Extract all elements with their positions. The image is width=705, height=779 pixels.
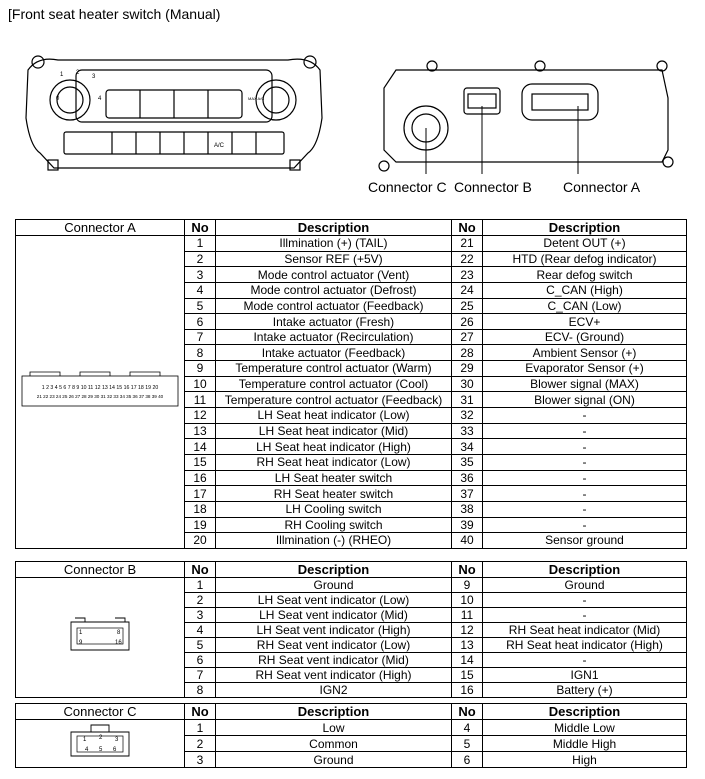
pin-number: 24 (452, 282, 483, 298)
table-row (16, 578, 687, 593)
pin-number: 13 (452, 638, 483, 653)
pin-description: Detent OUT (+) (483, 236, 687, 252)
pin-description: - (483, 486, 687, 502)
pin-description: - (483, 439, 687, 455)
callout-connector-b: Connector B (454, 179, 532, 195)
pin-number: 35 (452, 454, 483, 470)
pin-description: Ambient Sensor (+) (483, 345, 687, 361)
pin-description: RH Seat heat indicator (Mid) (483, 623, 687, 638)
pin-number: 14 (452, 653, 483, 668)
pin-number: 9 (452, 578, 483, 593)
pin-number: 16 (452, 683, 483, 698)
pin-description: Middle Low (483, 720, 687, 736)
diagram-label: 5 (99, 747, 103, 753)
diagram-label: 4 (85, 747, 89, 753)
header-description: Description (216, 562, 452, 578)
pin-description: - (483, 608, 687, 623)
connector-c-table (15, 703, 687, 768)
pin-description: Low (216, 720, 452, 736)
ac-button-label: A/C (214, 143, 225, 149)
pin-number: 9 (185, 361, 216, 377)
header-description: Description (216, 704, 452, 720)
connector-a-header: Connector A (16, 220, 185, 236)
pin-number: 5 (185, 638, 216, 653)
pin-number: 21 (452, 236, 483, 252)
pin-number: 6 (185, 653, 216, 668)
pin-description: Intake actuator (Recirculation) (216, 329, 452, 345)
pin-number: 2 (185, 736, 216, 752)
pin-description: LH Seat heat indicator (High) (216, 439, 452, 455)
header-no: No (185, 220, 216, 236)
connector-a-diagram (16, 236, 185, 549)
pin-number: 16 (185, 470, 216, 486)
pin-number: 1 (185, 578, 216, 593)
pin-number: 3 (185, 608, 216, 623)
pin-number: 14 (185, 439, 216, 455)
pin-description: Mode control actuator (Defrost) (216, 282, 452, 298)
pin-description: Evaporator Sensor (+) (483, 361, 687, 377)
pin-description: Mode control actuator (Feedback) (216, 298, 452, 314)
header-description: Description (483, 220, 687, 236)
rear-housing-figure (372, 58, 684, 174)
connector-a-table (15, 219, 687, 549)
pin-description: - (483, 454, 687, 470)
pin-description: Blower signal (ON) (483, 392, 687, 408)
pin-description: RH Cooling switch (216, 517, 452, 533)
pin-number: 23 (452, 267, 483, 283)
pin-description: - (483, 501, 687, 517)
connector-c-diagram (16, 720, 185, 768)
pin-number: 8 (185, 683, 216, 698)
pin-number: 28 (452, 345, 483, 361)
pin-description: RH Seat vent indicator (Mid) (216, 653, 452, 668)
pin-number: 30 (452, 376, 483, 392)
pin-number: 7 (185, 668, 216, 683)
diagram-label: 1 (83, 737, 87, 743)
header-description: Description (216, 220, 452, 236)
pin-number: 18 (185, 501, 216, 517)
pin-number: 13 (185, 423, 216, 439)
pin-description: Rear defog switch (483, 267, 687, 283)
pin-number: 34 (452, 439, 483, 455)
pin-description: IGN2 (216, 683, 452, 698)
pin-description: - (483, 517, 687, 533)
pin-description: ECV- (Ground) (483, 329, 687, 345)
header-no: No (185, 704, 216, 720)
header-no: No (185, 562, 216, 578)
pin-number: 17 (185, 486, 216, 502)
pin-number: 5 (452, 736, 483, 752)
pin-number: 11 (185, 392, 216, 408)
diagram-row-2: 21 22 23 24 25 26 27 28 29 30 31 32 33 34 35 36 37 38 39 40 (36, 394, 164, 400)
pin-number: 5 (185, 298, 216, 314)
diagram-label: 8 (117, 630, 121, 636)
dial-number-0: 0 (56, 96, 60, 102)
header-description: Description (483, 562, 687, 578)
pin-description: Illmination (+) (TAIL) (216, 236, 452, 252)
diagram-label: 3 (115, 737, 119, 743)
pin-description: RH Seat heater switch (216, 486, 452, 502)
pin-description: Common (216, 736, 452, 752)
diagram-label: 9 (79, 640, 83, 646)
pin-number: 31 (452, 392, 483, 408)
pin-number: 6 (452, 752, 483, 768)
pin-number: 26 (452, 314, 483, 330)
pin-description: Mode control actuator (Vent) (216, 267, 452, 283)
pin-description: C_CAN (Low) (483, 298, 687, 314)
dial-number-3: 3 (92, 74, 96, 80)
pin-description: LH Seat heat indicator (Mid) (216, 423, 452, 439)
table-row (16, 720, 687, 736)
pin-number: 4 (185, 282, 216, 298)
pin-number: 4 (185, 623, 216, 638)
pin-description: Illmination (-) (RHEO) (216, 533, 452, 549)
pin-description: Intake actuator (Fresh) (216, 314, 452, 330)
pin-description: Temperature control actuator (Cool) (216, 376, 452, 392)
header-no: No (452, 704, 483, 720)
diagram-label: 1 (79, 630, 83, 636)
pin-number: 6 (185, 314, 216, 330)
pin-description: - (483, 593, 687, 608)
pin-number: 12 (185, 408, 216, 424)
pin-number: 39 (452, 517, 483, 533)
pin-description: Blower signal (MAX) (483, 376, 687, 392)
table-row (16, 236, 687, 252)
pin-description: Intake actuator (Feedback) (216, 345, 452, 361)
pin-number: 20 (185, 533, 216, 549)
pin-number: 32 (452, 408, 483, 424)
pin-description: LH Seat vent indicator (Mid) (216, 608, 452, 623)
page-title: [Front seat heater switch (Manual) (8, 6, 221, 22)
pin-number: 19 (185, 517, 216, 533)
pin-description: Temperature control actuator (Feedback) (216, 392, 452, 408)
diagram-label: 6 (113, 747, 117, 753)
pin-number: 29 (452, 361, 483, 377)
diagram-row-1: 1 2 3 4 5 6 7 8 9 10 11 12 13 14 15 16 17 18 19 20 (41, 385, 159, 392)
pin-description: Middle High (483, 736, 687, 752)
pin-number: 4 (452, 720, 483, 736)
max-ac-label: MAX A/C (248, 96, 265, 101)
pin-number: 22 (452, 251, 483, 267)
pin-description: RH Seat heat indicator (Low) (216, 454, 452, 470)
pin-number: 2 (185, 593, 216, 608)
pin-number: 12 (452, 623, 483, 638)
header-no: No (452, 220, 483, 236)
pin-description: RH Seat heat indicator (High) (483, 638, 687, 653)
pin-description: - (483, 470, 687, 486)
pin-description: - (483, 423, 687, 439)
pin-number: 11 (452, 608, 483, 623)
connector-b-header: Connector B (16, 562, 185, 578)
pin-description: - (483, 653, 687, 668)
pin-number: 8 (185, 345, 216, 361)
pin-description: High (483, 752, 687, 768)
pin-number: 37 (452, 486, 483, 502)
pin-number: 7 (185, 329, 216, 345)
diagram-label: 16 (115, 640, 122, 646)
pin-number: 38 (452, 501, 483, 517)
control-panel-figure (18, 48, 330, 184)
pin-number: 15 (185, 454, 216, 470)
pin-description: C_CAN (High) (483, 282, 687, 298)
dial-number-1: 1 (60, 72, 64, 78)
pin-description: RH Seat vent indicator (High) (216, 668, 452, 683)
pin-description: Sensor REF (+5V) (216, 251, 452, 267)
pin-description: - (483, 408, 687, 424)
pin-number: 3 (185, 267, 216, 283)
callout-connector-a: Connector A (563, 179, 641, 195)
header-description: Description (483, 704, 687, 720)
pin-number: 2 (185, 251, 216, 267)
diagram-label: 2 (99, 735, 103, 741)
callout-connector-c: Connector C (368, 179, 447, 195)
pin-description: ECV+ (483, 314, 687, 330)
pin-description: LH Seat heater switch (216, 470, 452, 486)
pin-number: 36 (452, 470, 483, 486)
pin-description: Battery (+) (483, 683, 687, 698)
pin-number: 3 (185, 752, 216, 768)
connector-c-header: Connector C (16, 704, 185, 720)
pin-number: 10 (452, 593, 483, 608)
dial-number-4: 4 (98, 96, 102, 102)
pin-number: 25 (452, 298, 483, 314)
pin-description: Ground (483, 578, 687, 593)
pin-description: Ground (216, 752, 452, 768)
pin-number: 10 (185, 376, 216, 392)
connector-b-table (15, 561, 687, 698)
pin-description: Temperature control actuator (Warm) (216, 361, 452, 377)
pin-description: IGN1 (483, 668, 687, 683)
pin-description: LH Seat heat indicator (Low) (216, 408, 452, 424)
pin-number: 1 (185, 720, 216, 736)
pin-number: 40 (452, 533, 483, 549)
pin-number: 15 (452, 668, 483, 683)
pin-description: HTD (Rear defog indicator) (483, 251, 687, 267)
pin-description: LH Seat vent indicator (High) (216, 623, 452, 638)
pin-number: 1 (185, 236, 216, 252)
pin-description: Sensor ground (483, 533, 687, 549)
pin-description: LH Cooling switch (216, 501, 452, 517)
connector-b-diagram (16, 578, 185, 698)
pin-number: 27 (452, 329, 483, 345)
header-no: No (452, 562, 483, 578)
pin-description: LH Seat vent indicator (Low) (216, 593, 452, 608)
dial-number-2: 2 (76, 70, 80, 76)
pin-description: Ground (216, 578, 452, 593)
pin-description: RH Seat vent indicator (Low) (216, 638, 452, 653)
pin-number: 33 (452, 423, 483, 439)
